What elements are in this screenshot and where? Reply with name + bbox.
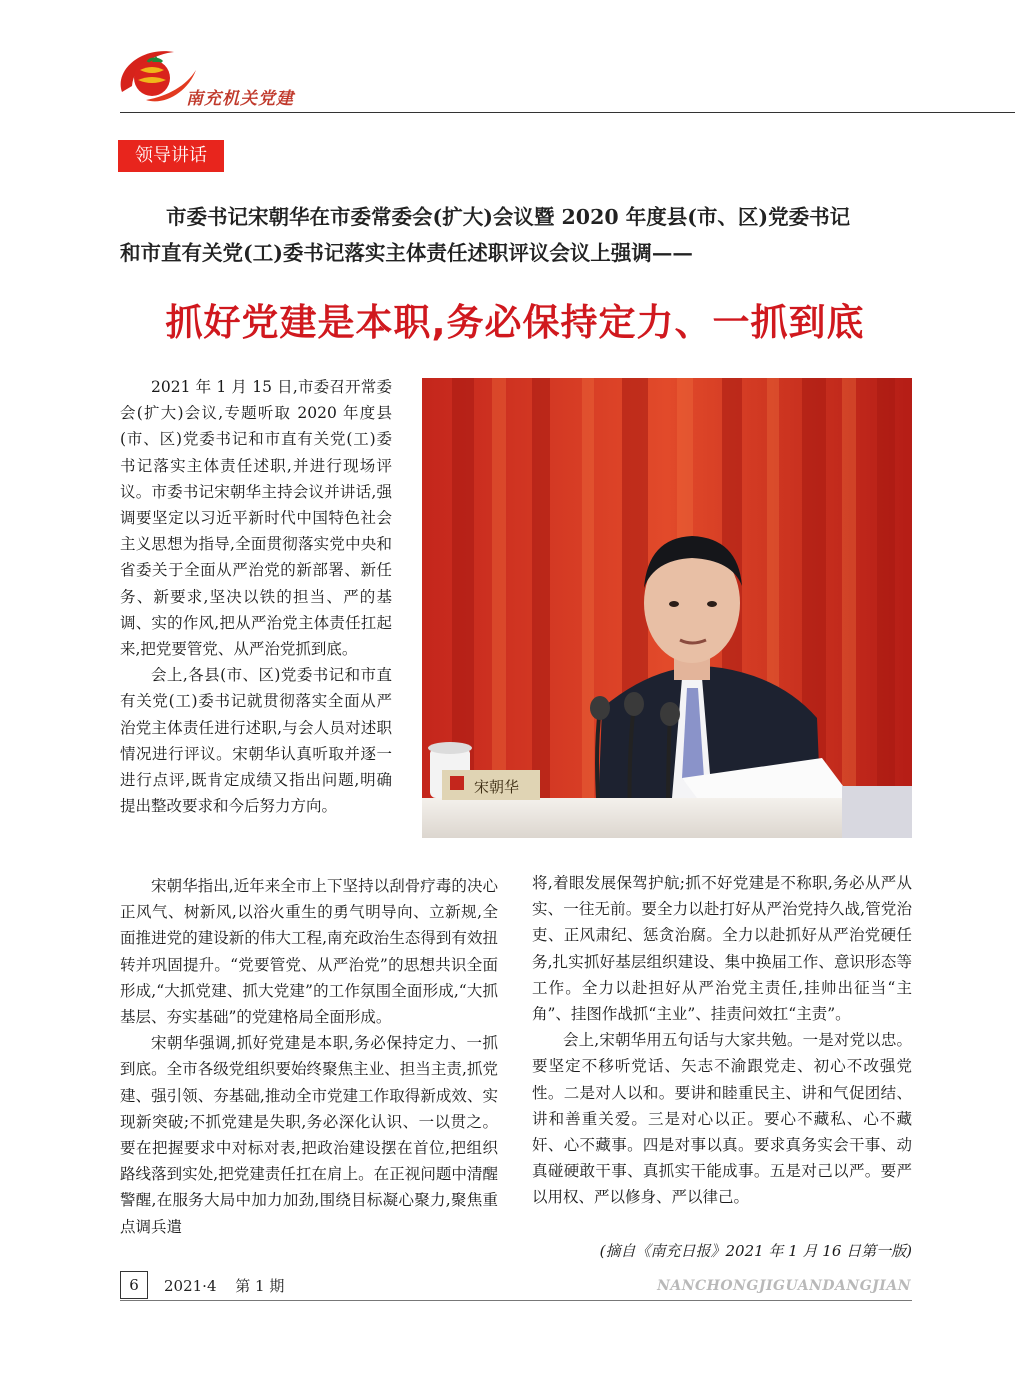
issue-info — [164, 1275, 298, 1296]
issue-year: 2021·4 — [164, 1277, 217, 1295]
magazine-english-name: NANCHONGJIGUANDANGJIAN — [657, 1278, 911, 1294]
header-divider — [120, 112, 1015, 113]
paragraph-5: 会上,宋朝华用五句话与大家共勉。一是对党以忠。要坚定不移听党话、矢志不渝跟党走、初心不改强党性。二是对人以和。要讲和睦重民主、讲和气促团结、讲和善重关爱。三是对心以正。要心不藏私、心不藏奸、心不藏事。四是对事以真。要求真务实会干事、动真碰硬敢干事、真抓实干能成事。五是对己以严。要严以用权、严以修身、严以律己。 — [532, 1031, 912, 1207]
page-number: 6 — [120, 1271, 148, 1299]
pre-title-line2: 和市直有关党(工)委书记落实主体责任述职评议会议上强调—— — [120, 241, 693, 265]
pre-title-line1: 市委书记宋朝华在市委常委会(扩大)会议暨 2020 年度县(市、区)党委书记 — [166, 205, 851, 229]
paragraph-4-continued: 将,着眼发展保驾护航;抓不好党建是不称职,务必从严从实、一往无前。要全力以赴打好从严治党持久战,管党治吏、正风肃纪、惩贪治腐。全力以赴抓好从严治党硬任务,扎实抓好基层组织建设、集中换届工作、意识形态等工作。全力以赴担好从严治党主责任,挂帅出征当“主角”、挂图作战抓“主业”、挂责问效扛“主责”。 — [532, 874, 912, 1024]
nameplate-text: 宋朝华 — [474, 778, 520, 796]
paragraph-1: 2021 年 1 月 15 日,市委召开常委会(扩大)会议,专题听取 2020 年度县(市、区)党委书记和市直有关党(工)委书记落实主体责任述职,并进行现场评议。市委书记宋朝华主持会议并讲话,强调要坚定以习近平新时代中国特色社会主义思想为指导,全面贯彻落实党中央和省委关于全面从严治党的新部署、新任务、新要求,坚决以铁的担当、严的基调、实的作风,把从严治党主体责任扛起来,把党要管党、从严治党抓到底。 — [120, 378, 392, 659]
article-column-left-top — [120, 374, 392, 819]
paragraph-2: 会上,各县(市、区)党委书记和市直有关党(工)委书记就贯彻落实全面从严治党主体责任进行述职,与会人员对述职情况进行评议。宋朝华认真听取并逐一进行点评,既肯定成绩又指出问题,明确提出整改要求和今后努力方向。 — [120, 666, 392, 816]
meeting-photo — [422, 378, 912, 838]
article-column-right — [532, 870, 912, 1211]
source-citation: (摘自《南充日报》2021 年 1 月 16 日第一版) — [599, 1242, 912, 1260]
paragraph-4: 宋朝华强调,抓好党建是本职,务必保持定力、一抓到底。全市各级党组织要始终聚焦主业、担当主责,抓党建、强引领、夯基础,推动全市党建工作取得新成效、实现新突破;不抓党建是失职,务必深化认识、一以贯之。要在把握要求中对标对表,把政治建设摆在首位,把组织路线落到实处,把党建责任扛在肩上。在正视问题中清醒警醒,在服务大局中加力加劲,围绕目标凝心聚力,聚焦重点调兵遣 — [120, 1034, 498, 1236]
section-tag: 领导讲话 — [118, 140, 224, 172]
brand-name: 南充机关党建 — [186, 89, 294, 109]
footer-divider — [120, 1300, 912, 1301]
main-title: 抓好党建是本职,务必保持定力、一抓到底 — [165, 301, 865, 344]
article-column-left-bottom — [120, 873, 498, 1240]
issue-number: 第 1 期 — [235, 1277, 285, 1295]
paragraph-3: 宋朝华指出,近年来全市上下坚持以刮骨疗毒的决心正风气、树新风,以浴火重生的勇气明导向、立新规,全面推进党的建设新的伟大工程,南充政治生态得到有效扭转并巩固提升。“党要管党、从严治党”的思想共识全面形成,“大抓党建、抓大党建”的工作氛围全面形成,“大抓基层、夯实基础”的党建格局全面形成。 — [120, 877, 498, 1027]
